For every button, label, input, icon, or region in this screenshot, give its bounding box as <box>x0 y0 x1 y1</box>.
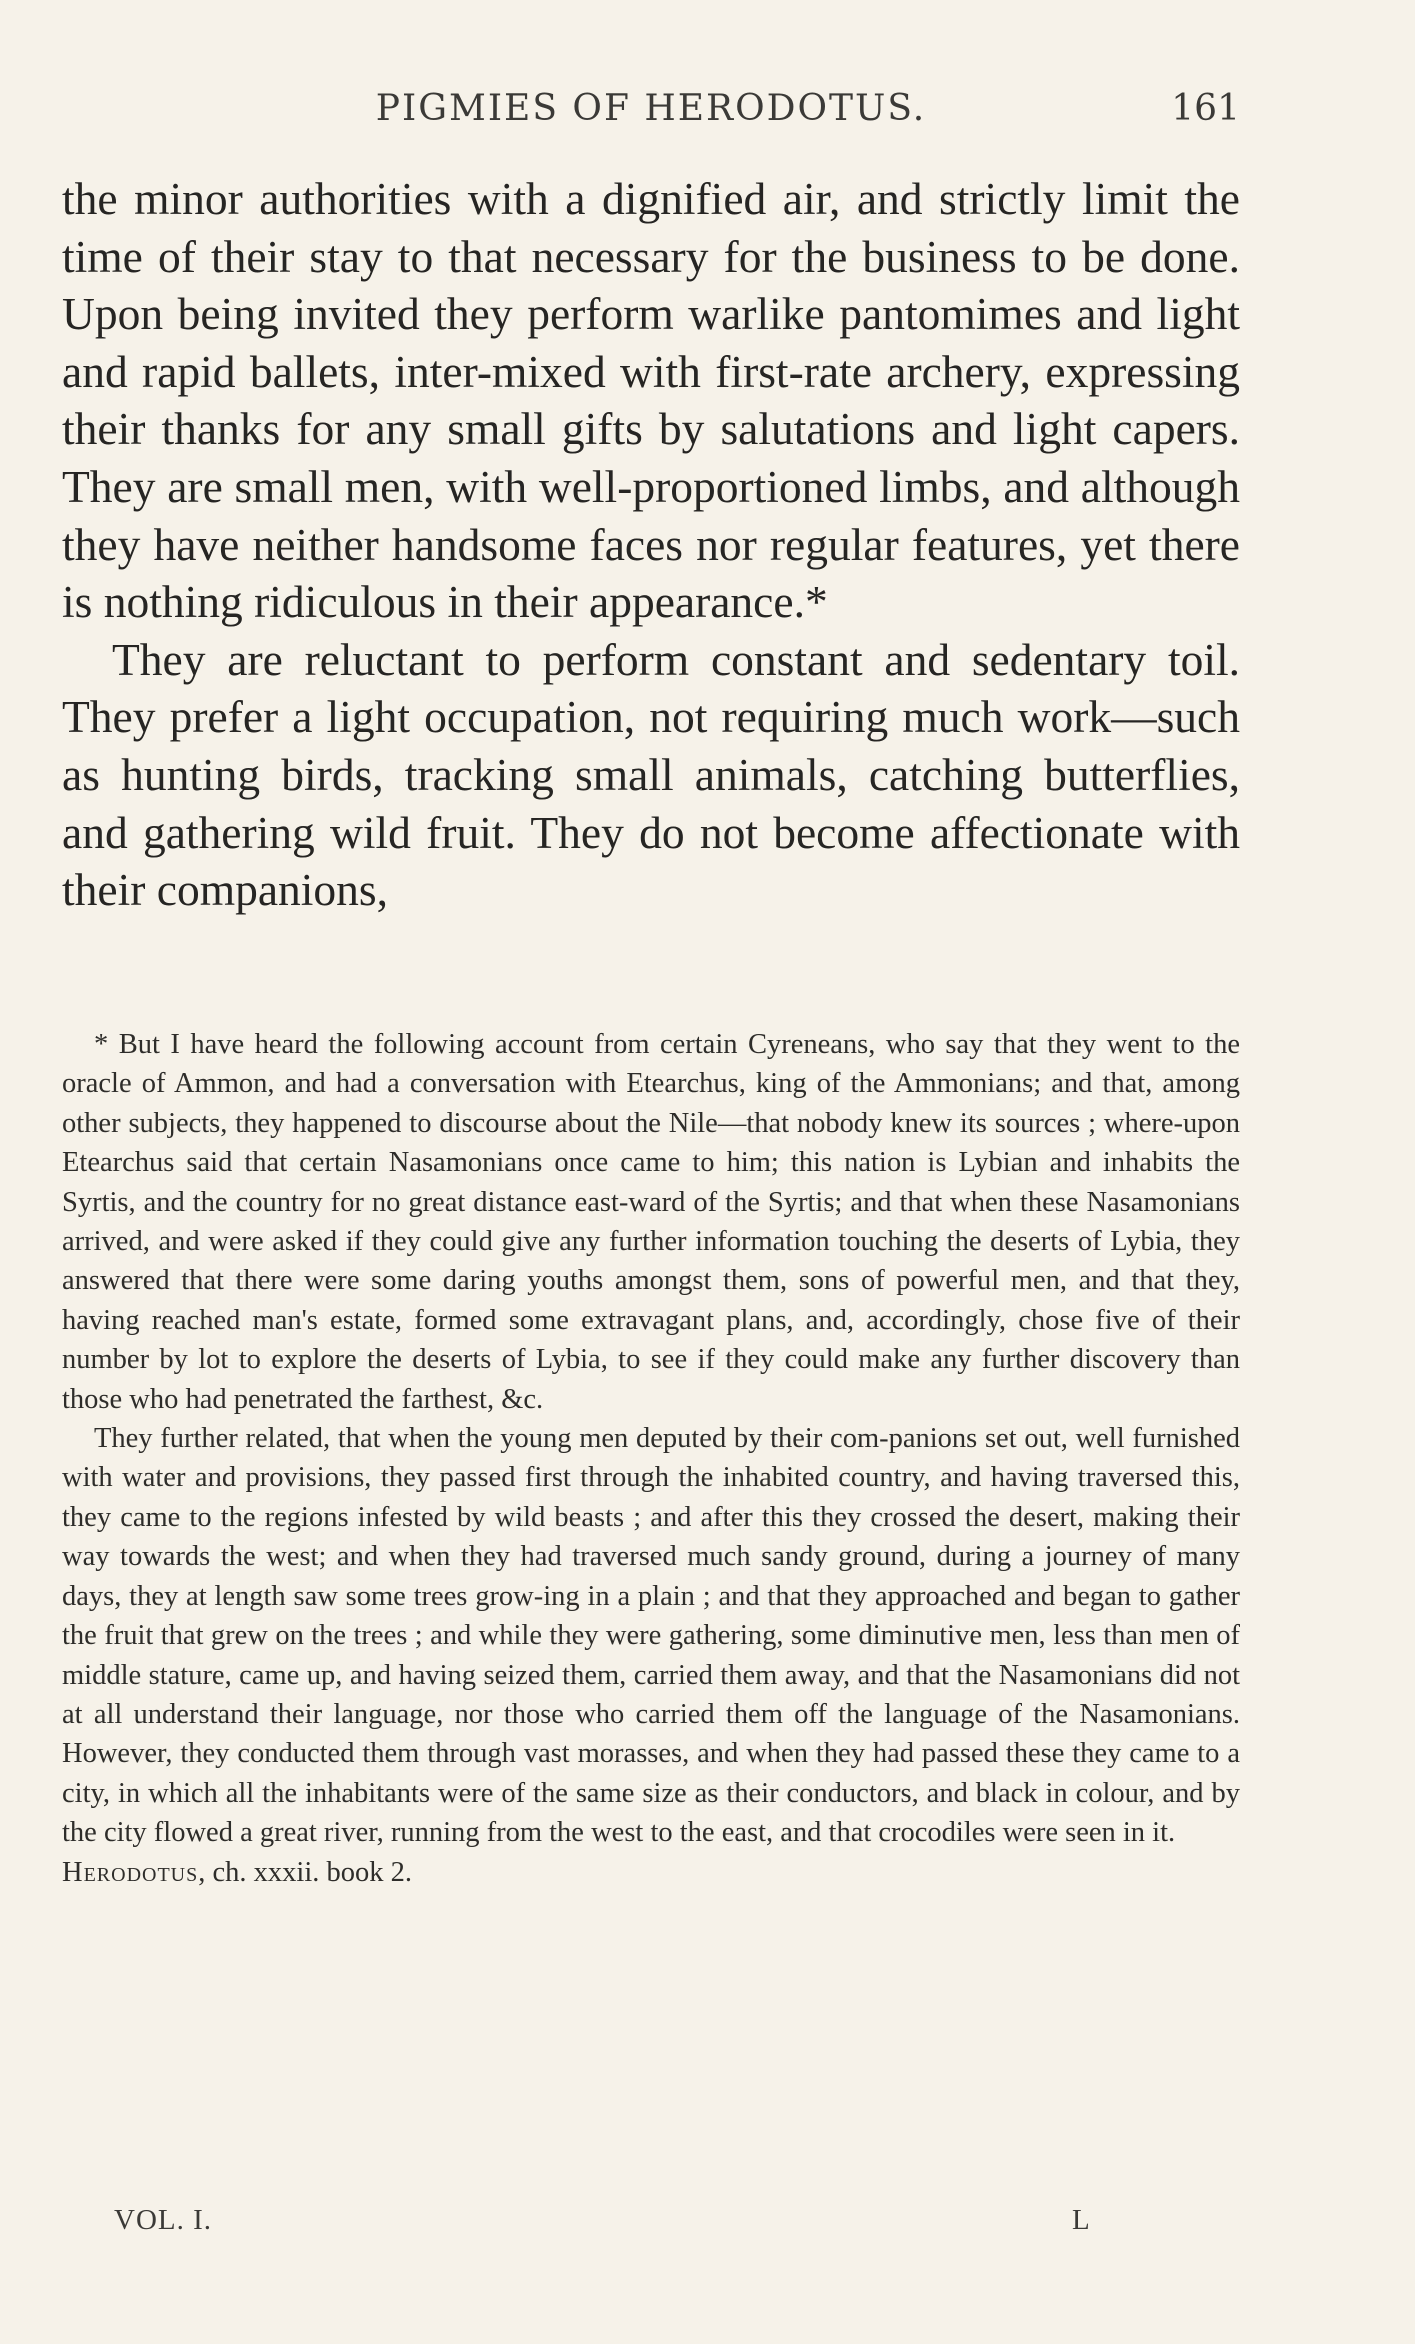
body-paragraph: They are reluctant to perform constant and sedentary toil. They prefer a light occupation, not requiring much work—such as hunting birds, tracking small animals, catching butterflies, and gathering wild fruit. They do not become affectionate with their companions, <box>62 633 1240 916</box>
running-head <box>62 88 1240 138</box>
footnote-paragraph: They further related, that when the young men deputed by their com-panions set out, well furnished with water and provisions, they passed first through the inhabited country, and having traversed this, they came to the regions infested by wild beasts ; and after this they crossed the desert, making their way towards the west; and when they had traversed much sandy ground, during a journey of many days, they at length saw some trees grow-ing in a plain ; and that they approached and began to gather the fruit that grew on the trees ; and while they were gathering, some diminutive men, less than men of middle stature, came up, and having seized them, carried them away, and that the Nasamonians did not at all understand their language, nor those who carried them off the language of the Nasamonians. However, they conducted them through vast morasses, and when they had passed these they came to a city, in which all the inhabitants were of the same size as their conductors, and black in colour, and by the city flowed a great river, running from the west to the east, and that crocodiles were seen in it. <box>62 1423 1240 1849</box>
signature-line <box>62 2204 1240 2244</box>
footnote <box>62 1025 1240 1892</box>
footnote-paragraph: * But I have heard the following account from certain Cyreneans, who say that they went to the oracle of Ammon, and had a conversation with Etearchus, king of the Ammonians; and that, among other subjects, they happened to discourse about the Nile—that nobody knew its sources ; where-upon Etearchus said that certain Nasamonians once came to him; this nation is Lybian and inhabits the Syrtis, and the country for no great distance east-ward of the Syrtis; and that when these Nasamonians arrived, and were asked if they could give any further information touching the deserts of Lybia, they answered that there were some daring youths amongst them, sons of powerful men, and that they, having reached man's estate, formed some extravagant plans, and, accordingly, chose five of their number by lot to explore the deserts of Lybia, to see if they could make any further discovery than those who had penetrated the farthest, &c. <box>62 1029 1240 1415</box>
page-number: 161 <box>1171 88 1240 129</box>
footnote-citation <box>62 1853 1240 1892</box>
running-title: PIGMIES OF HERODOTUS. <box>375 88 927 129</box>
signature-mark: L <box>1072 2204 1090 2236</box>
main-text <box>62 170 1240 919</box>
volume-label: VOL. I. <box>114 2204 213 2236</box>
body-paragraph: the minor authorities with a dignified air, and strictly limit the time of their stay to that necessary for the business to be done. Upon being invited they perform warlike pantomimes and light and rapid ballets, inter-mixed with first-rate archery, expressing their thanks for any small gifts by salutations and light capers. They are small men, with well-proportioned limbs, and although they have neither handsome faces nor regular features, yet there is nothing ridiculous in their appearance.* <box>62 173 1240 628</box>
citation-reference: , ch. xxxii. book 2. <box>198 1856 413 1888</box>
citation-author: Herodotus <box>62 1856 199 1888</box>
